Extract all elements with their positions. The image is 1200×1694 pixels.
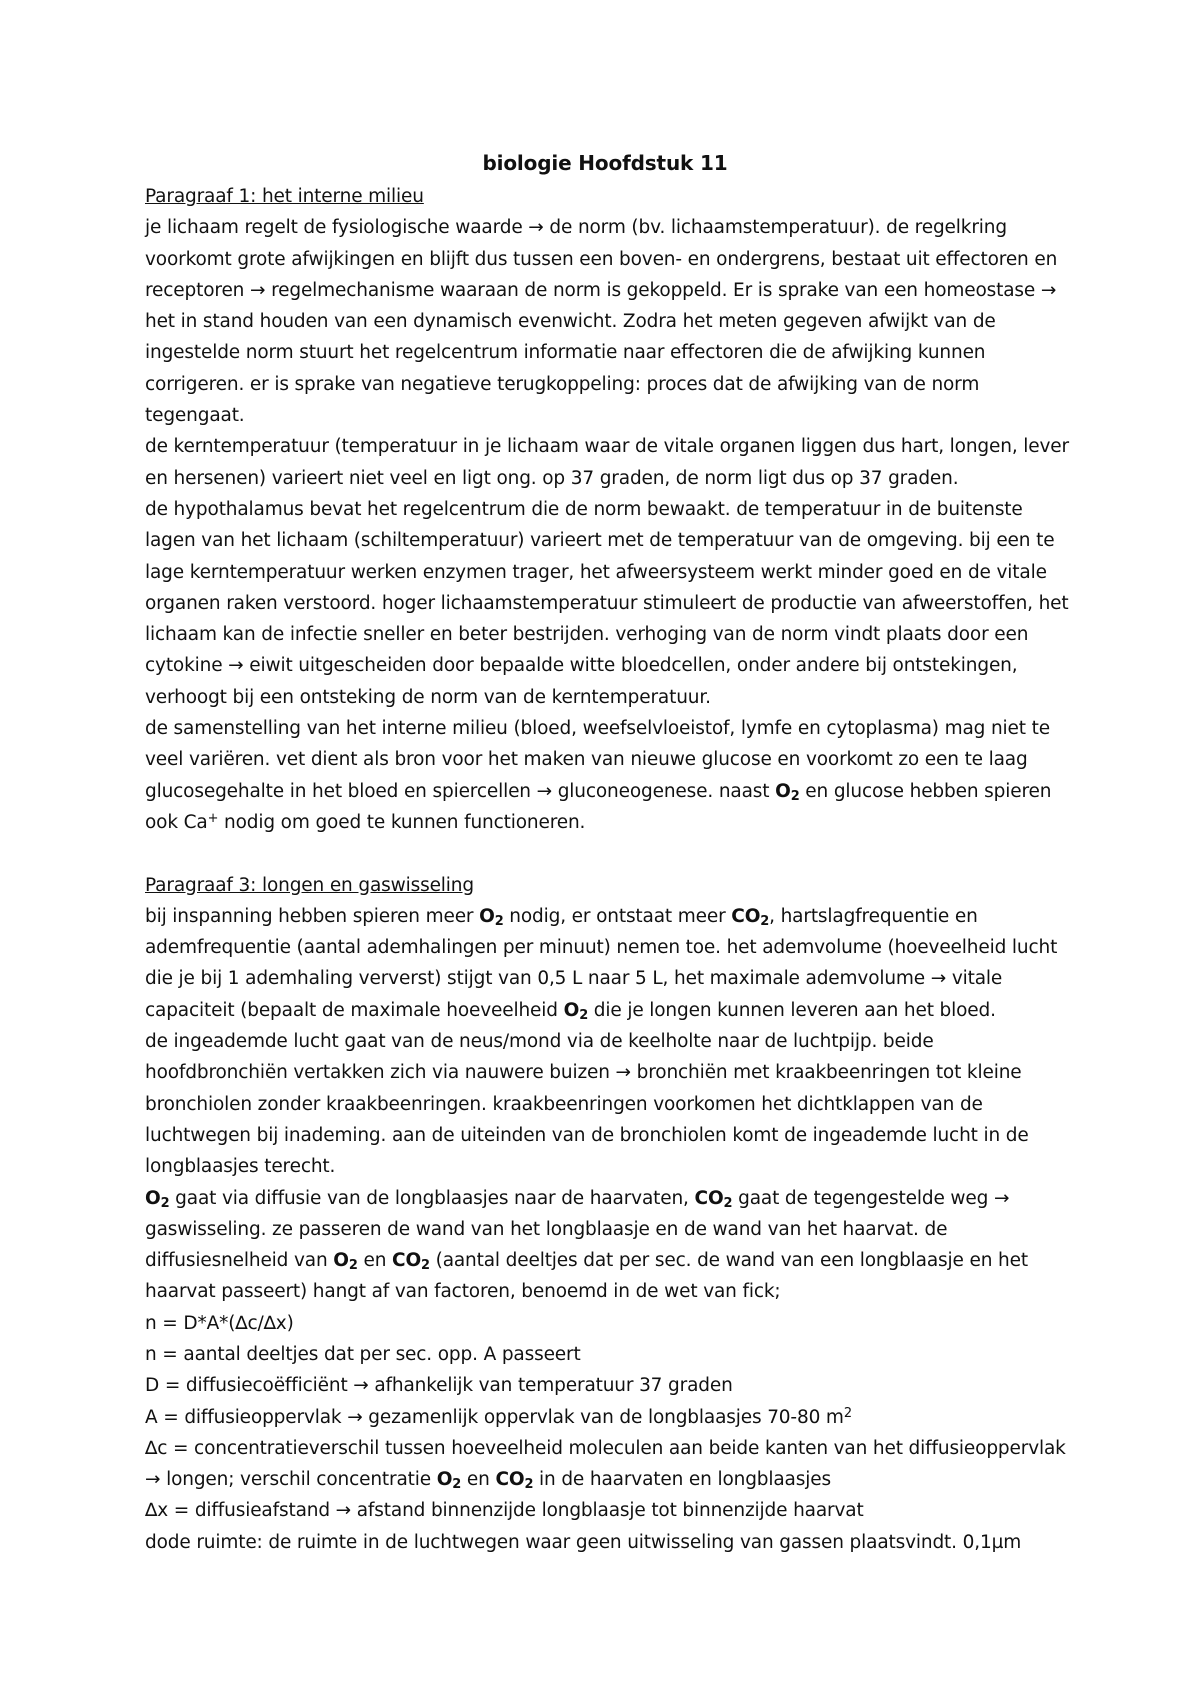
oxygen-formula xyxy=(333,1250,358,1274)
text-line xyxy=(145,776,1065,807)
text-line xyxy=(145,1402,1065,1433)
text-segment: → longen; verschil concentratie xyxy=(145,1469,437,1491)
text-line: dode ruimte: de ruimte in de luchtwegen waar geen uitwisseling van gassen plaatsvindt. 0,1µm xyxy=(145,1531,1022,1553)
text-line: ∆x = diffusieafstand → afstand binnenzijde longblaasje tot binnenzijde haarvat xyxy=(145,1500,864,1522)
text-line: luchtwegen bij inademing. aan de uiteinden van de bronchiolen komt de ingeademde lucht in de xyxy=(145,1124,1029,1146)
text-line: organen raken verstoord. hoger lichaamstemperatuur stimuleert de productie van afweerstoffen, het xyxy=(145,592,1069,614)
text-segment: A = diffusieoppervlak → gezamenlijk oppervlak van de longblaasjes 70-80 m xyxy=(145,1406,844,1428)
text-segment: nodig, er ontstaat meer xyxy=(503,905,732,927)
formula-subscript: 2 xyxy=(421,1258,430,1274)
text-segment: en xyxy=(357,1250,393,1272)
formula-symbol: O xyxy=(479,905,495,927)
text-line: cytokine → eiwit uitgescheiden door bepaalde witte bloedcellen, onder andere bij ontstekingen, xyxy=(145,655,1018,677)
text-line: longblaasjes terecht. xyxy=(145,1156,336,1178)
oxygen-formula xyxy=(775,781,799,802)
text-line xyxy=(145,1464,1065,1495)
text-line: het in stand houden van een dynamisch evenwicht. Zodra het meten gegeven afwijkt van de xyxy=(145,311,996,333)
text-segment: ook Ca xyxy=(145,811,208,833)
text-line: verhoogt bij een ontsteking de norm van de kerntemperatuur. xyxy=(145,686,711,708)
formula-subscript: 2 xyxy=(579,1007,589,1023)
text-line: de ingeademde lucht gaat van de neus/mond via de keelholte naar de luchtpijp. beide xyxy=(145,1031,934,1053)
formula-symbol: CO xyxy=(731,905,761,927)
text-line: en hersenen) varieert niet veel en ligt ong. op 37 graden, de norm ligt dus op 37 graden. xyxy=(145,467,959,489)
text-line: n = aantal deeltjes dat per sec. opp. A passeert xyxy=(145,1343,581,1365)
formula-subscript: 2 xyxy=(524,1477,534,1493)
text-line: haarvat passeert) hangt af van factoren, benoemd in de wet van fick; xyxy=(145,1281,781,1303)
text-line: lagen van het lichaam (schiltemperatuur) varieert met de temperatuur van de omgeving. bij een te xyxy=(145,530,1055,552)
section-heading-paragraaf-3: Paragraaf 3: longen en gaswisseling xyxy=(145,874,474,896)
text-segment: bij inspanning hebben spieren meer xyxy=(145,905,480,927)
formula-subscript: 2 xyxy=(723,1195,733,1211)
formula-symbol: CO xyxy=(495,1469,525,1491)
carbon-dioxide-formula xyxy=(392,1250,430,1274)
formula-subscript: 2 xyxy=(790,788,800,804)
formula-subscript: 2 xyxy=(348,1258,358,1274)
formula-subscript: 2 xyxy=(494,914,504,930)
section-heading-paragraaf-1: Paragraaf 1: het interne milieu xyxy=(145,186,424,207)
formula-symbol: O xyxy=(333,1250,349,1272)
carbon-dioxide-formula xyxy=(731,905,770,930)
formula-symbol: O xyxy=(775,780,791,802)
text-segment: en xyxy=(461,1469,496,1491)
text-line: veel variëren. vet dient als bron voor het maken van nieuwe glucose en voorkomt zo een te laag xyxy=(145,749,1028,771)
oxygen-formula xyxy=(564,1000,588,1021)
oxygen-formula xyxy=(145,1188,169,1209)
formula-subscript: 2 xyxy=(760,914,770,930)
carbon-dioxide-formula xyxy=(695,1188,733,1209)
document-title: biologie Hoofdstuk 11 xyxy=(482,151,728,175)
text-line: bronchiolen zonder kraakbeenringen. kraakbeenringen voorkomen het dichtklappen van de xyxy=(145,1093,983,1115)
text-line: de kerntemperatuur (temperatuur in je lichaam waar de vitale organen liggen dus hart, longen, lever xyxy=(145,436,1069,458)
unit-exponent: 2 xyxy=(843,1405,852,1421)
text-line: lage kerntemperatuur werken enzymen trager, het afweersysteem werkt minder goed en de vitale xyxy=(145,561,1047,583)
text-line: D = diffusiecoëfficiënt → afhankelijk van temperatuur 37 graden xyxy=(145,1375,733,1397)
formula-symbol: CO xyxy=(694,1187,724,1209)
document-body xyxy=(145,148,1069,1558)
text-line xyxy=(145,1183,1065,1214)
section-1-text xyxy=(145,212,1069,838)
text-line: hoofdbronchiën vertakken zich via nauwere buizen → bronchiën met kraakbeenringen tot kleine xyxy=(145,1062,1022,1084)
formula-subscript: 2 xyxy=(160,1195,170,1211)
section-3-text xyxy=(145,901,1065,1558)
text-segment: gaat via diffusie van de longblaasjes naar de haarvaten, xyxy=(169,1187,695,1209)
carbon-dioxide-formula xyxy=(495,1469,534,1493)
text-line: ∆c = concentratieverschil tussen hoeveelheid moleculen aan beide kanten van het diffusieoppervlak xyxy=(145,1437,1066,1459)
formula-symbol: O xyxy=(145,1187,161,1209)
text-line: voorkomt grote afwijkingen en blijft dus tussen een boven- en ondergrens, bestaat uit effectoren en xyxy=(145,248,1058,270)
text-line: tegengaat. xyxy=(145,405,245,427)
formula-subscript: 2 xyxy=(452,1477,462,1493)
text-segment: gaat de tegengestelde weg → xyxy=(732,1187,1010,1209)
text-line: ingestelde norm stuurt het regelcentrum informatie naar effectoren die de afwijking kunnen xyxy=(145,342,986,364)
text-line xyxy=(145,807,1065,838)
text-segment: die je longen kunnen leveren aan het bloed. xyxy=(588,999,996,1021)
text-line: receptoren → regelmechanisme waaraan de norm is gekoppeld. Er is sprake van een homeostase → xyxy=(145,279,1057,301)
text-line: lichaam kan de infectie sneller en beter bestrijden. verhoging van de norm vindt plaats door een xyxy=(145,624,1029,646)
text-line: gaswisseling. ze passeren de wand van het longblaasje en de wand van het haarvat. de xyxy=(145,1218,948,1240)
text-line xyxy=(145,1245,1065,1276)
text-line: corrigeren. er is sprake van negatieve terugkoppeling: proces dat de afwijking van de norm xyxy=(145,373,980,395)
formula-symbol: O xyxy=(436,1469,453,1491)
text-segment: , hartslagfrequentie en xyxy=(769,905,978,927)
text-segment: (aantal deeltjes dat per sec. de wand van een longblaasje en het xyxy=(429,1250,1028,1272)
formula-symbol: CO xyxy=(392,1250,422,1272)
text-segment: in de haarvaten en longblaasjes xyxy=(533,1469,831,1491)
text-segment: en glucose hebben spieren xyxy=(799,780,1052,802)
text-line: je lichaam regelt de fysiologische waarde → de norm (bv. lichaamstemperatuur). de regelkring xyxy=(145,217,1007,239)
text-line: de hypothalamus bevat het regelcentrum die de norm bewaakt. de temperatuur in de buitenste xyxy=(145,498,1023,520)
text-segment: glucosegehalte in het bloed en spiercellen → gluconeogenese. naast xyxy=(145,780,776,802)
oxygen-formula xyxy=(436,1469,462,1493)
text-segment: nodig om goed te kunnen functioneren. xyxy=(218,811,586,833)
text-line xyxy=(145,901,1065,932)
formula-symbol: O xyxy=(563,999,580,1021)
text-line: die je bij 1 ademhaling ververst) stijgt van 0,5 L naar 5 L, het maximale ademvolume → vitale xyxy=(145,968,1003,990)
text-segment: diffusiesnelheid van xyxy=(145,1250,334,1272)
calcium-charge: + xyxy=(207,811,219,827)
text-segment: capaciteit (bepaalt de maximale hoeveelheid xyxy=(145,999,564,1021)
oxygen-formula xyxy=(479,905,504,930)
text-line xyxy=(145,995,1065,1026)
paragraph-gap xyxy=(145,838,1065,869)
fick-formula: n = D*A*(∆c/∆x) xyxy=(145,1312,294,1334)
text-line: de samenstelling van het interne milieu (bloed, weefselvloeistof, lymfe en cytoplasma) mag niet te xyxy=(145,718,1050,740)
text-line: ademfrequentie (aantal ademhalingen per minuut) nemen toe. het ademvolume (hoeveelheid lucht xyxy=(145,937,1058,959)
